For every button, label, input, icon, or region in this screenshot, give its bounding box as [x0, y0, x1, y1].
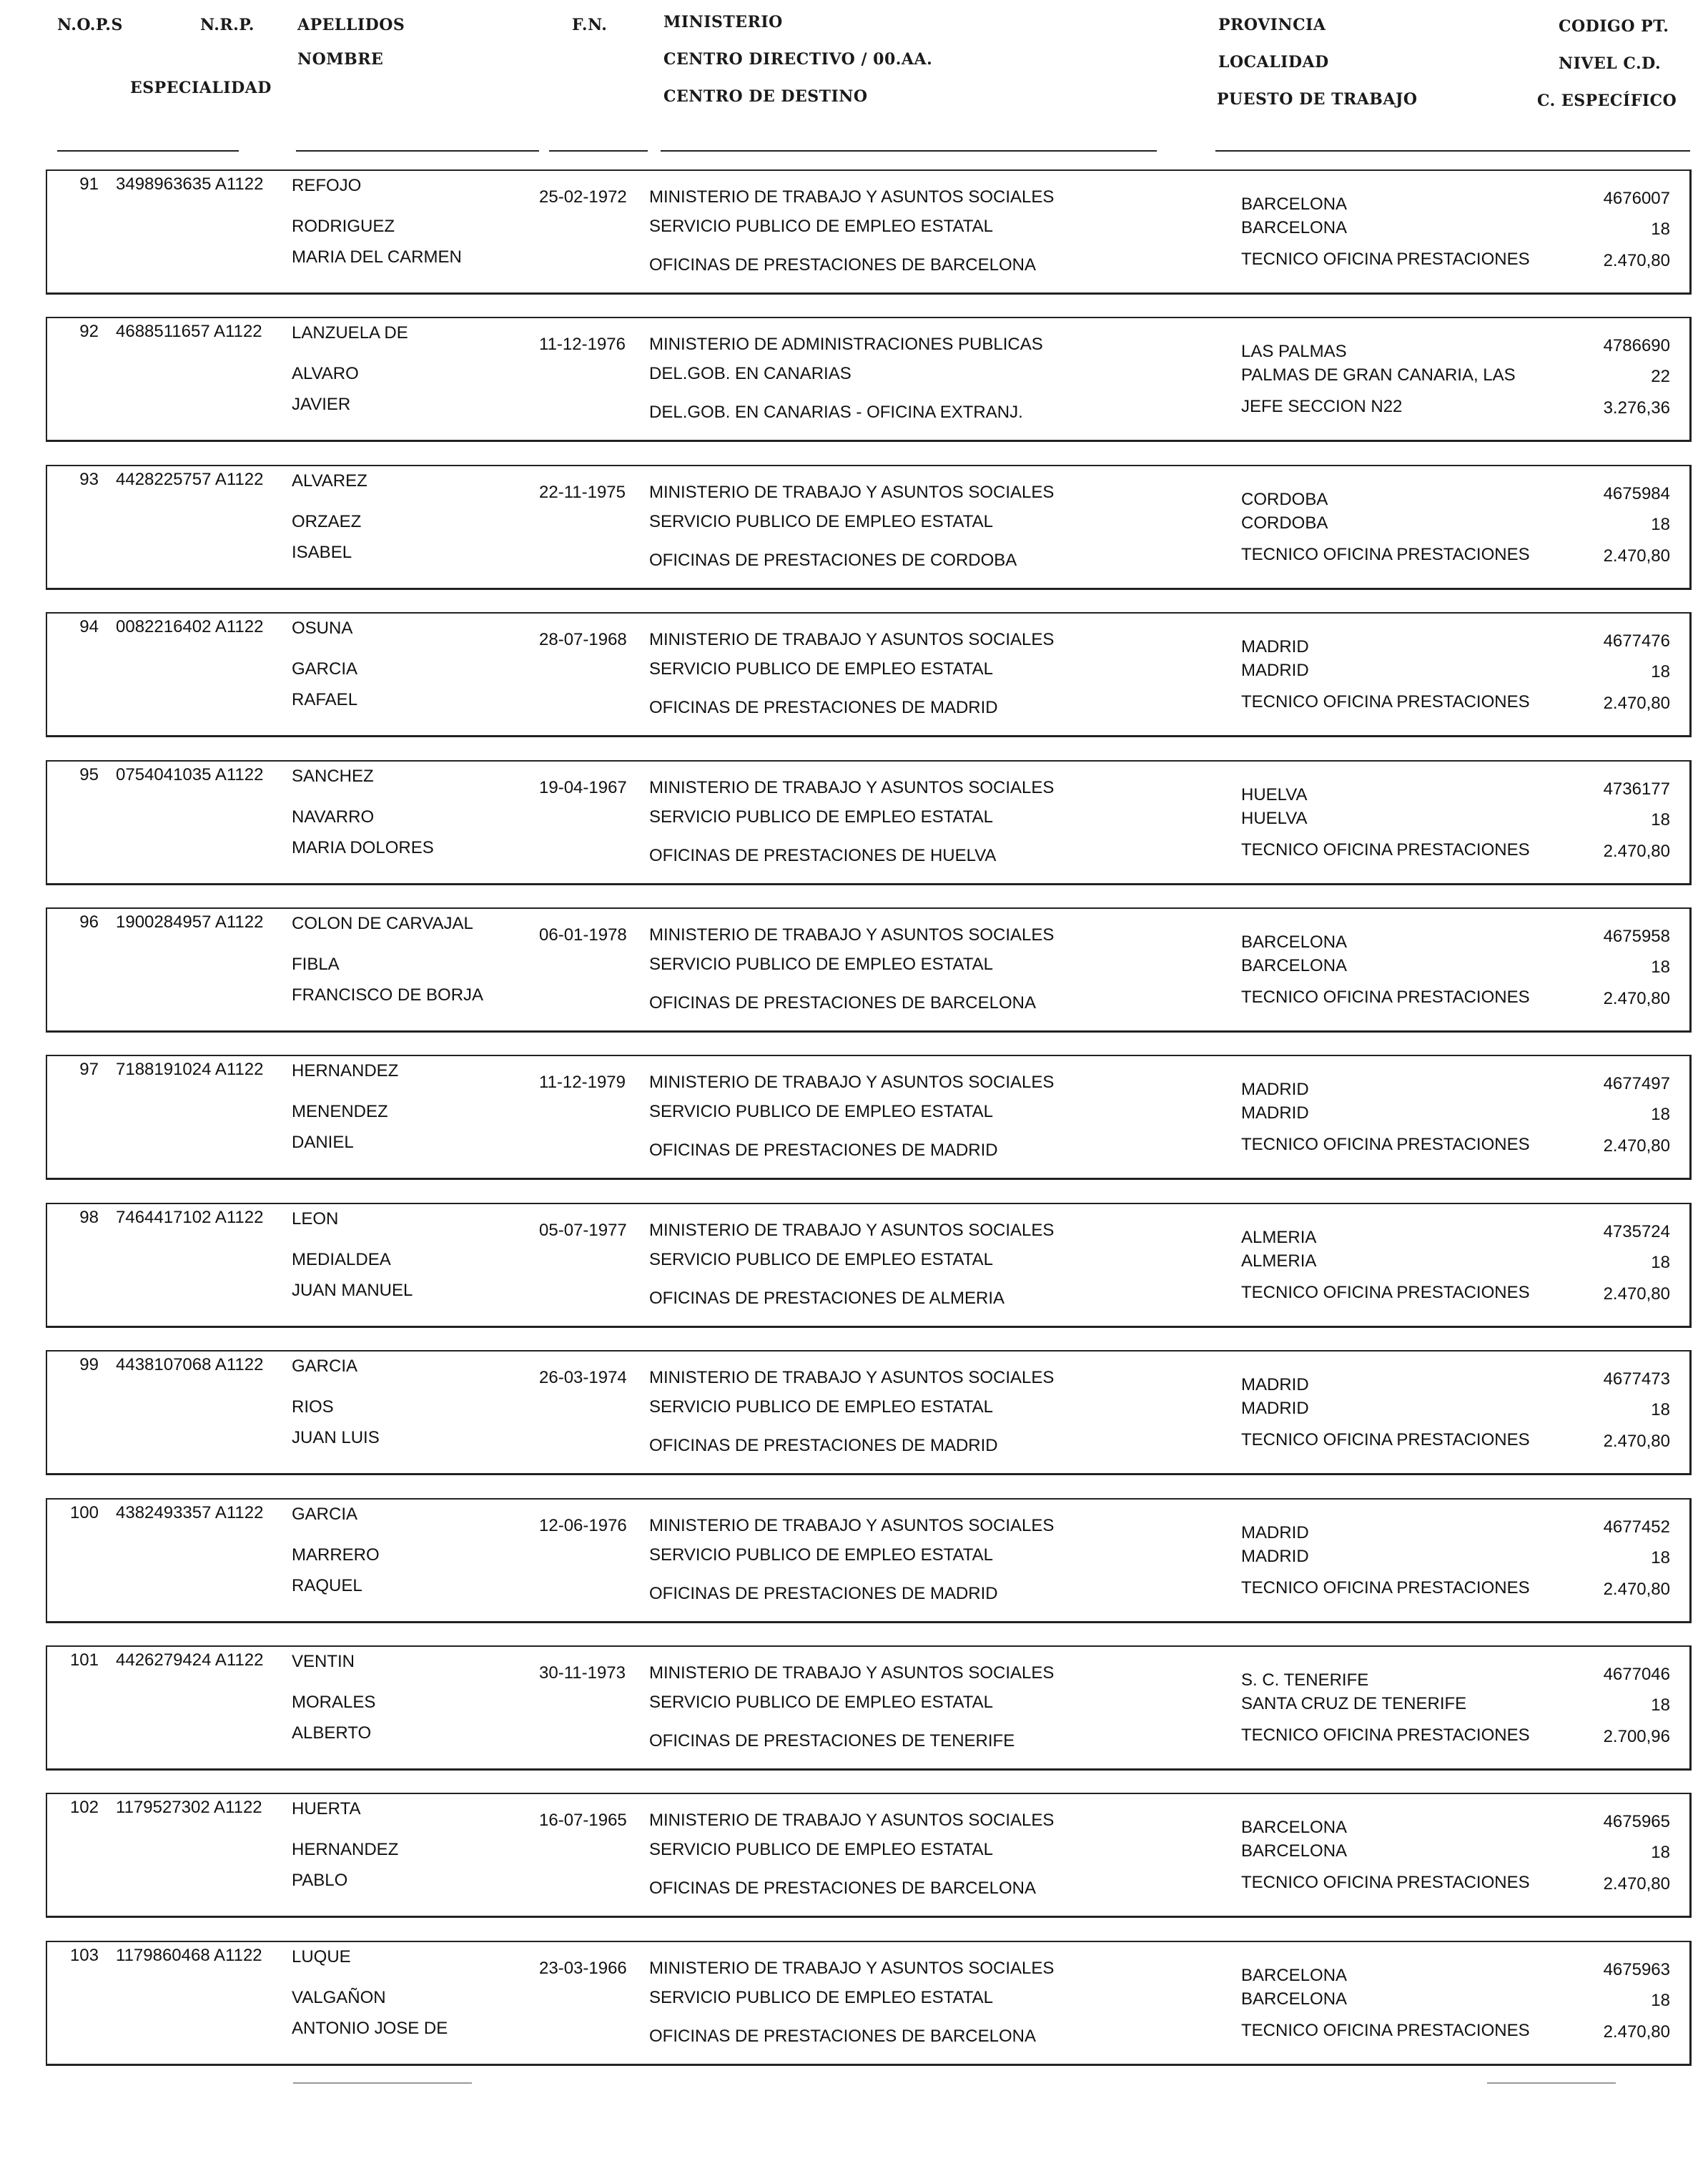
header-provincia: PROVINCIA	[1218, 16, 1326, 34]
record-nombre: ANTONIO JOSE DE	[292, 2019, 448, 2038]
record-nrp: 4428225757 A1122	[116, 470, 264, 489]
record-localidad: CORDOBA	[1241, 513, 1328, 533]
record-nombre: PABLO	[292, 1871, 348, 1890]
record-fn: 25-02-1972	[539, 187, 627, 207]
record-codigo: 4675984	[1603, 484, 1670, 503]
record-localidad: PALMAS DE GRAN CANARIA, LAS	[1241, 365, 1516, 385]
record-centro-directivo: SERVICIO PUBLICO DE EMPLEO ESTATAL	[649, 955, 994, 974]
record-apellido2: MENENDEZ	[292, 1102, 388, 1121]
record-nrp: 0082216402 A1122	[116, 617, 264, 636]
record-centro-directivo: DEL.GOB. EN CANARIAS	[649, 364, 851, 383]
record-centro-destino: DEL.GOB. EN CANARIAS - OFICINA EXTRANJ.	[649, 403, 1023, 422]
record-codigo: 4786690	[1603, 336, 1670, 355]
record-centro-directivo: SERVICIO PUBLICO DE EMPLEO ESTATAL	[649, 1988, 994, 2007]
record-nops: 95	[79, 765, 99, 784]
record-nops: 99	[79, 1355, 99, 1374]
record-especifico: 3.276,36	[1603, 398, 1670, 418]
record-nops: 97	[79, 1060, 99, 1079]
header-nombre: NOMBRE	[297, 50, 384, 69]
record-apellido2: ORZAEZ	[292, 512, 362, 531]
record-nrp: 7188191024 A1122	[116, 1060, 264, 1079]
record-centro-directivo: SERVICIO PUBLICO DE EMPLEO ESTATAL	[649, 217, 994, 236]
record-localidad: SANTA CRUZ DE TENERIFE	[1241, 1694, 1467, 1713]
record-puesto: TECNICO OFICINA PRESTACIONES	[1241, 250, 1530, 269]
record-puesto: TECNICO OFICINA PRESTACIONES	[1241, 1578, 1530, 1597]
record-localidad: BARCELONA	[1241, 1841, 1348, 1861]
record-puesto: TECNICO OFICINA PRESTACIONES	[1241, 692, 1530, 712]
record-nivel: 18	[1651, 810, 1670, 829]
record-centro-directivo: SERVICIO PUBLICO DE EMPLEO ESTATAL	[649, 1545, 994, 1565]
record-especifico: 2.700,96	[1603, 1727, 1670, 1746]
record-apellido2: ALVARO	[292, 364, 359, 383]
record-nrp: 1900284957 A1122	[116, 912, 264, 932]
record-provincia: BARCELONA	[1241, 195, 1348, 214]
record-fn: 16-07-1965	[539, 1811, 627, 1830]
record-provincia: HUELVA	[1241, 785, 1308, 804]
record-ministerio: MINISTERIO DE TRABAJO Y ASUNTOS SOCIALES	[649, 1516, 1055, 1535]
record-ministerio: MINISTERIO DE TRABAJO Y ASUNTOS SOCIALES	[649, 1959, 1055, 1978]
record-fn: 05-07-1977	[539, 1221, 627, 1240]
record-centro-destino: OFICINAS DE PRESTACIONES DE TENERIFE	[649, 1731, 1015, 1751]
record-localidad: BARCELONA	[1241, 1989, 1348, 2009]
record-row	[46, 1350, 1692, 1475]
record-nops: 98	[79, 1208, 99, 1227]
record-fn: 12-06-1976	[539, 1516, 627, 1535]
record-nops: 102	[69, 1798, 99, 1817]
record-localidad: MADRID	[1241, 1103, 1309, 1123]
record-centro-destino: OFICINAS DE PRESTACIONES DE BARCELONA	[649, 993, 1036, 1013]
record-provincia: CORDOBA	[1241, 490, 1328, 509]
record-codigo: 4675965	[1603, 1812, 1670, 1831]
record-apellido1: COLON DE CARVAJAL	[292, 914, 473, 933]
record-especifico: 2.470,80	[1603, 2022, 1670, 2042]
record-nivel: 22	[1651, 367, 1670, 386]
record-especifico: 2.470,80	[1603, 694, 1670, 713]
record-codigo: 4735724	[1603, 1222, 1670, 1241]
record-centro-directivo: SERVICIO PUBLICO DE EMPLEO ESTATAL	[649, 512, 994, 531]
record-nrp: 4438107068 A1122	[116, 1355, 264, 1374]
record-nops: 93	[79, 470, 99, 489]
record-provincia: BARCELONA	[1241, 1966, 1348, 1985]
record-puesto: TECNICO OFICINA PRESTACIONES	[1241, 1430, 1530, 1449]
record-apellido2: GARCIA	[292, 659, 358, 679]
record-nrp: 4426279424 A1122	[116, 1650, 264, 1670]
record-nivel: 18	[1651, 1105, 1670, 1124]
record-ministerio: MINISTERIO DE TRABAJO Y ASUNTOS SOCIALES	[649, 925, 1055, 945]
record-especifico: 2.470,80	[1603, 1284, 1670, 1304]
record-apellido1: LANZUELA DE	[292, 323, 408, 343]
record-centro-destino: OFICINAS DE PRESTACIONES DE MADRID	[649, 1584, 998, 1603]
record-centro-destino: OFICINAS DE PRESTACIONES DE MADRID	[649, 698, 998, 717]
record-ministerio: MINISTERIO DE TRABAJO Y ASUNTOS SOCIALES	[649, 1368, 1055, 1387]
record-provincia: ALMERIA	[1241, 1228, 1317, 1247]
record-codigo: 4677497	[1603, 1074, 1670, 1093]
record-codigo: 4677476	[1603, 631, 1670, 651]
record-fn: 11-12-1976	[539, 335, 626, 354]
record-apellido1: GARCIA	[292, 1357, 358, 1376]
record-especifico: 2.470,80	[1603, 546, 1670, 566]
record-nops: 91	[79, 174, 99, 194]
record-centro-directivo: SERVICIO PUBLICO DE EMPLEO ESTATAL	[649, 1693, 994, 1712]
record-provincia: MADRID	[1241, 1523, 1309, 1542]
record-row	[46, 1203, 1692, 1328]
record-centro-destino: OFICINAS DE PRESTACIONES DE BARCELONA	[649, 1879, 1036, 1898]
record-row	[46, 169, 1692, 295]
record-apellido2: MORALES	[292, 1693, 376, 1712]
record-puesto: TECNICO OFICINA PRESTACIONES	[1241, 988, 1530, 1007]
header-centro-directivo: CENTRO DIRECTIVO / 00.AA.	[663, 50, 933, 69]
record-especifico: 2.470,80	[1603, 1874, 1670, 1894]
header-rule	[296, 150, 539, 152]
record-ministerio: MINISTERIO DE TRABAJO Y ASUNTOS SOCIALES	[649, 630, 1055, 649]
record-row	[46, 1793, 1692, 1918]
header-puesto: PUESTO DE TRABAJO	[1217, 90, 1418, 109]
record-ministerio: MINISTERIO DE TRABAJO Y ASUNTOS SOCIALES	[649, 483, 1055, 502]
record-puesto: JEFE SECCION N22	[1241, 397, 1403, 416]
record-nombre: MARIA DEL CARMEN	[292, 247, 462, 267]
record-apellido1: SANCHEZ	[292, 767, 374, 786]
record-nivel: 18	[1651, 1400, 1670, 1419]
record-row	[46, 760, 1692, 885]
record-row	[46, 1645, 1692, 1771]
record-codigo: 4677046	[1603, 1665, 1670, 1684]
record-especifico: 2.470,80	[1603, 251, 1670, 270]
record-nivel: 18	[1651, 1695, 1670, 1715]
record-provincia: MADRID	[1241, 1375, 1309, 1394]
header-centro-destino: CENTRO DE DESTINO	[663, 87, 868, 106]
record-provincia: BARCELONA	[1241, 1818, 1348, 1837]
record-puesto: TECNICO OFICINA PRESTACIONES	[1241, 2021, 1530, 2040]
record-fn: 30-11-1973	[539, 1663, 626, 1683]
record-apellido1: OSUNA	[292, 619, 353, 638]
header-rule	[57, 150, 239, 152]
record-nivel: 18	[1651, 515, 1670, 534]
footer-rule	[1487, 2082, 1616, 2084]
record-localidad: MADRID	[1241, 661, 1309, 680]
record-fn: 06-01-1978	[539, 925, 627, 945]
record-centro-destino: OFICINAS DE PRESTACIONES DE BARCELONA	[649, 2027, 1036, 2046]
record-centro-directivo: SERVICIO PUBLICO DE EMPLEO ESTATAL	[649, 807, 994, 827]
header-ministerio: MINISTERIO	[663, 13, 783, 31]
header-codigo: CODIGO PT.	[1559, 17, 1669, 36]
record-nivel: 18	[1651, 1843, 1670, 1862]
record-nrp: 4688511657 A1122	[116, 322, 262, 341]
record-centro-destino: OFICINAS DE PRESTACIONES DE MADRID	[649, 1436, 998, 1455]
record-ministerio: MINISTERIO DE TRABAJO Y ASUNTOS SOCIALES	[649, 187, 1055, 207]
record-nombre: RAQUEL	[292, 1576, 362, 1595]
record-centro-directivo: SERVICIO PUBLICO DE EMPLEO ESTATAL	[649, 1397, 994, 1417]
record-ministerio: MINISTERIO DE TRABAJO Y ASUNTOS SOCIALES	[649, 1073, 1055, 1092]
record-nombre: MARIA DOLORES	[292, 838, 434, 857]
record-nops: 103	[69, 1946, 99, 1965]
record-especifico: 2.470,80	[1603, 1136, 1670, 1156]
record-row	[46, 1941, 1692, 2066]
record-nivel: 18	[1651, 957, 1670, 977]
record-fn: 28-07-1968	[539, 630, 627, 649]
record-nombre: DANIEL	[292, 1133, 354, 1152]
record-apellido2: MARRERO	[292, 1545, 380, 1565]
record-especifico: 2.470,80	[1603, 1580, 1670, 1599]
record-codigo: 4677452	[1603, 1517, 1670, 1537]
header-rule	[1215, 150, 1690, 152]
record-ministerio: MINISTERIO DE TRABAJO Y ASUNTOS SOCIALES	[649, 778, 1055, 797]
footer-rule	[293, 2082, 472, 2084]
record-row	[46, 612, 1692, 737]
record-nrp: 1179527302 A1122	[116, 1798, 262, 1817]
record-nops: 96	[79, 912, 99, 932]
record-fn: 19-04-1967	[539, 778, 627, 797]
record-localidad: BARCELONA	[1241, 218, 1348, 237]
record-ministerio: MINISTERIO DE TRABAJO Y ASUNTOS SOCIALES	[649, 1221, 1055, 1240]
header-localidad: LOCALIDAD	[1218, 53, 1329, 72]
record-row	[46, 1498, 1692, 1623]
record-apellido1: REFOJO	[292, 176, 362, 195]
record-puesto: TECNICO OFICINA PRESTACIONES	[1241, 1135, 1530, 1154]
record-ministerio: MINISTERIO DE TRABAJO Y ASUNTOS SOCIALES	[649, 1663, 1055, 1683]
record-nrp: 4382493357 A1122	[116, 1503, 264, 1522]
record-localidad: BARCELONA	[1241, 956, 1348, 975]
record-nops: 94	[79, 617, 99, 636]
header-nops: N.O.P.S	[57, 16, 123, 34]
record-apellido1: LUQUE	[292, 1947, 351, 1966]
record-row	[46, 1055, 1692, 1180]
record-puesto: TECNICO OFICINA PRESTACIONES	[1241, 1725, 1530, 1745]
record-nops: 92	[79, 322, 99, 341]
record-nivel: 18	[1651, 1548, 1670, 1567]
record-row	[46, 465, 1692, 590]
record-especifico: 2.470,80	[1603, 1432, 1670, 1451]
record-centro-destino: OFICINAS DE PRESTACIONES DE HUELVA	[649, 846, 997, 865]
record-centro-destino: OFICINAS DE PRESTACIONES DE ALMERIA	[649, 1289, 1004, 1308]
record-apellido1: VENTIN	[292, 1652, 355, 1671]
record-codigo: 4675958	[1603, 927, 1670, 946]
record-nombre: JAVIER	[292, 395, 351, 414]
header-especialidad: ESPECIALIDAD	[130, 79, 272, 97]
record-especifico: 2.470,80	[1603, 989, 1670, 1008]
record-especifico: 2.470,80	[1603, 842, 1670, 861]
record-nrp: 1179860468 A1122	[116, 1946, 262, 1965]
record-apellido1: GARCIA	[292, 1505, 358, 1524]
record-nombre: FRANCISCO DE BORJA	[292, 985, 484, 1005]
record-centro-directivo: SERVICIO PUBLICO DE EMPLEO ESTATAL	[649, 659, 994, 679]
record-localidad: ALMERIA	[1241, 1251, 1317, 1271]
record-nivel: 18	[1651, 220, 1670, 239]
record-centro-destino: OFICINAS DE PRESTACIONES DE CORDOBA	[649, 551, 1017, 570]
record-codigo: 4676007	[1603, 189, 1670, 208]
record-codigo: 4675963	[1603, 1960, 1670, 1979]
record-apellido2: MEDIALDEA	[292, 1250, 391, 1269]
record-fn: 23-03-1966	[539, 1959, 627, 1978]
record-localidad: MADRID	[1241, 1399, 1309, 1418]
record-nivel: 18	[1651, 1991, 1670, 2010]
record-nops: 101	[69, 1650, 99, 1670]
record-puesto: TECNICO OFICINA PRESTACIONES	[1241, 1873, 1530, 1892]
record-centro-destino: OFICINAS DE PRESTACIONES DE BARCELONA	[649, 255, 1036, 275]
record-nombre: ISABEL	[292, 543, 352, 562]
record-provincia: MADRID	[1241, 637, 1309, 656]
record-nivel: 18	[1651, 1253, 1670, 1272]
record-apellido2: RIOS	[292, 1397, 334, 1417]
record-localidad: HUELVA	[1241, 809, 1308, 828]
record-provincia: S. C. TENERIFE	[1241, 1670, 1369, 1690]
record-centro-directivo: SERVICIO PUBLICO DE EMPLEO ESTATAL	[649, 1250, 994, 1269]
header-fn: F.N.	[572, 16, 608, 34]
record-apellido2: RODRIGUEZ	[292, 217, 395, 236]
record-nombre: RAFAEL	[292, 690, 358, 709]
header-especifico: C. ESPECÍFICO	[1537, 92, 1677, 110]
record-puesto: TECNICO OFICINA PRESTACIONES	[1241, 840, 1530, 860]
record-apellido1: LEON	[292, 1209, 339, 1229]
record-provincia: BARCELONA	[1241, 932, 1348, 952]
header-apellidos: APELLIDOS	[297, 16, 405, 34]
record-codigo: 4736177	[1603, 779, 1670, 799]
record-nrp: 7464417102 A1122	[116, 1208, 264, 1227]
record-nops: 100	[69, 1503, 99, 1522]
record-localidad: MADRID	[1241, 1547, 1309, 1566]
record-row	[46, 317, 1692, 442]
record-apellido2: FIBLA	[292, 955, 340, 974]
record-provincia: LAS PALMAS	[1241, 342, 1347, 361]
record-nrp: 3498963635 A1122	[116, 174, 264, 194]
record-nombre: JUAN LUIS	[292, 1428, 380, 1447]
header-rule	[549, 150, 648, 152]
record-puesto: TECNICO OFICINA PRESTACIONES	[1241, 545, 1530, 564]
record-apellido2: NAVARRO	[292, 807, 375, 827]
record-puesto: TECNICO OFICINA PRESTACIONES	[1241, 1283, 1530, 1302]
record-codigo: 4677473	[1603, 1369, 1670, 1389]
record-apellido1: HERNANDEZ	[292, 1061, 399, 1080]
record-nombre: ALBERTO	[292, 1723, 372, 1743]
record-centro-directivo: SERVICIO PUBLICO DE EMPLEO ESTATAL	[649, 1102, 994, 1121]
record-ministerio: MINISTERIO DE ADMINISTRACIONES PUBLICAS	[649, 335, 1043, 354]
record-apellido2: HERNANDEZ	[292, 1840, 399, 1859]
record-provincia: MADRID	[1241, 1080, 1309, 1099]
header-nrp: N.R.P.	[200, 16, 255, 34]
record-apellido1: HUERTA	[292, 1799, 361, 1818]
record-fn: 22-11-1975	[539, 483, 626, 502]
record-row	[46, 907, 1692, 1033]
record-apellido1: ALVAREZ	[292, 471, 367, 491]
record-nombre: JUAN MANUEL	[292, 1281, 413, 1300]
header-rule	[661, 150, 1157, 152]
record-nrp: 0754041035 A1122	[116, 765, 264, 784]
record-centro-directivo: SERVICIO PUBLICO DE EMPLEO ESTATAL	[649, 1840, 994, 1859]
record-nivel: 18	[1651, 662, 1670, 681]
record-centro-destino: OFICINAS DE PRESTACIONES DE MADRID	[649, 1141, 998, 1160]
record-apellido2: VALGAÑON	[292, 1988, 386, 2007]
record-fn: 11-12-1979	[539, 1073, 626, 1092]
record-fn: 26-03-1974	[539, 1368, 627, 1387]
record-ministerio: MINISTERIO DE TRABAJO Y ASUNTOS SOCIALES	[649, 1811, 1055, 1830]
header-nivel: NIVEL C.D.	[1559, 54, 1662, 73]
